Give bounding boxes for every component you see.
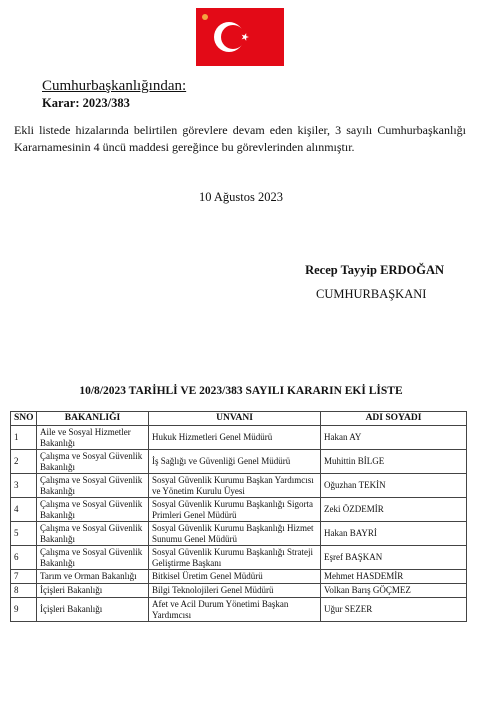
cell-name: Eşref BAŞKAN <box>321 546 467 570</box>
cell-ministry: Çalışma ve Sosyal Güvenlik Bakanlığı <box>37 474 149 498</box>
cell-ministry: Çalışma ve Sosyal Güvenlik Bakanlığı <box>37 450 149 474</box>
table-row <box>11 584 467 598</box>
table-row <box>11 546 467 570</box>
table-row <box>11 426 467 450</box>
table-row <box>11 598 467 622</box>
cell-no: 9 <box>11 598 37 622</box>
decision-date: 10 Ağustos 2023 <box>198 190 284 204</box>
cell-name: Hakan AY <box>321 426 467 450</box>
table-row <box>11 522 467 546</box>
table-row <box>11 474 467 498</box>
cell-no: 7 <box>11 570 37 584</box>
cell-no: 8 <box>11 584 37 598</box>
turkish-flag-icon <box>196 8 284 66</box>
cell-no: 5 <box>11 522 37 546</box>
cell-position: Sosyal Güvenlik Kurumu Başkanlığı Sigorta Primleri Genel Müdürü <box>149 498 321 522</box>
cell-position: Sosyal Güvenlik Kurumu Başkanlığı Hizmet Sunumu Genel Müdürü <box>149 522 321 546</box>
decision-body-text: Ekli listede hizalarında belirtilen görevlere devam eden kişiler, 3 sayılı Cumhurbaşkanlığı Kararnamesinin 4 üncü maddesi gereğince bu görevlerinden alınmıştır. <box>14 123 466 154</box>
table-row <box>11 450 467 474</box>
signer-name: Recep Tayyip ERDOĞAN <box>305 263 444 277</box>
cell-no: 2 <box>11 450 37 474</box>
signer-title: CUMHURBAŞKANI <box>316 287 427 301</box>
cell-ministry: Çalışma ve Sosyal Güvenlik Bakanlığı <box>37 522 149 546</box>
cell-no: 4 <box>11 498 37 522</box>
cell-name: Hakan BAYRİ <box>321 522 467 546</box>
cell-name: Uğur SEZER <box>321 598 467 622</box>
header-position: UNVANI <box>149 412 321 426</box>
annex-list-title: 10/8/2023 TARİHLİ VE 2023/383 SAYILI KARARIN EKİ LİSTE <box>79 385 403 397</box>
cell-name: Volkan Barış GÖÇMEZ <box>321 584 467 598</box>
cell-no: 6 <box>11 546 37 570</box>
header-name: ADI SOYADI <box>321 412 467 426</box>
cell-name: Muhittin BİLGE <box>321 450 467 474</box>
table-row <box>11 570 467 584</box>
table-row <box>11 498 467 522</box>
header-ministry: BAKANLIĞI <box>37 412 149 426</box>
cell-ministry: İçişleri Bakanlığı <box>37 598 149 622</box>
annex-header-row <box>11 412 467 426</box>
cell-ministry: Tarım ve Orman Bakanlığı <box>37 570 149 584</box>
cell-ministry: Çalışma ve Sosyal Güvenlik Bakanlığı <box>37 498 149 522</box>
issuing-authority: Cumhurbaşkanlığından: <box>42 78 187 94</box>
cell-position: Hukuk Hizmetleri Genel Müdürü <box>149 426 321 450</box>
cell-position: Bitkisel Üretim Genel Müdürü <box>149 570 321 584</box>
cell-position: İş Sağlığı ve Güvenliği Genel Müdürü <box>149 450 321 474</box>
cell-position: Sosyal Güvenlik Kurumu Başkanlığı Strateji Geliştirme Başkanı <box>149 546 321 570</box>
cell-no: 1 <box>11 426 37 450</box>
annex-table <box>10 411 467 622</box>
cell-position: Sosyal Güvenlik Kurumu Başkan Yardımcısı ve Yönetim Kurulu Üyesi <box>149 474 321 498</box>
decision-number: Karar: 2023/383 <box>42 96 130 110</box>
cell-ministry: Çalışma ve Sosyal Güvenlik Bakanlığı <box>37 546 149 570</box>
cell-ministry: İçişleri Bakanlığı <box>37 584 149 598</box>
cell-position: Afet ve Acil Durum Yönetimi Başkan Yardımcısı <box>149 598 321 622</box>
cell-position: Bilgi Teknolojileri Genel Müdürü <box>149 584 321 598</box>
cell-name: Zeki ÖZDEMİR <box>321 498 467 522</box>
cell-name: Oğuzhan TEKİN <box>321 474 467 498</box>
cell-ministry: Aile ve Sosyal Hizmetler Bakanlığı <box>37 426 149 450</box>
header-sno: SNO <box>11 412 37 426</box>
cell-name: Mehmet HASDEMİR <box>321 570 467 584</box>
cell-no: 3 <box>11 474 37 498</box>
